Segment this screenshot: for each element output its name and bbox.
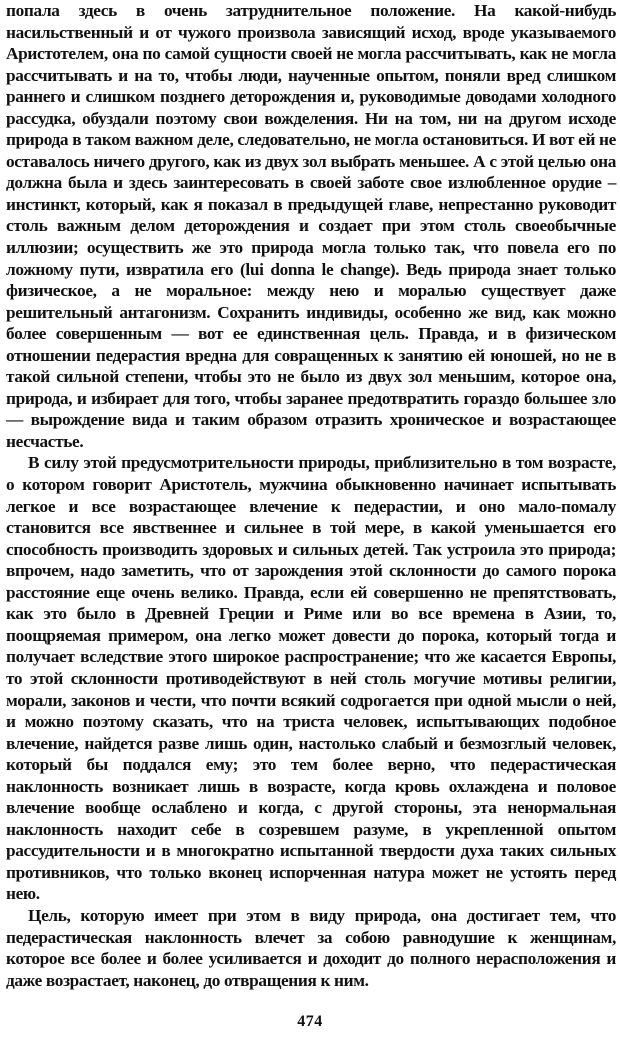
paragraph-continuation: попала здесь в очень затруднительное положение. На какой-нибудь насильственный и от чужого произвола зависящий исход, вроде указываемого Аристотелем, она по самой сущности своей не могла рассчитывать, как не могла рассчитывать и на то, чтобы люди, наученные опытом, поняли вред слишком раннего и слишком позднего деторождения и, руководимые доводами холодного рассудка, обуздали поэтому свои вожделения. Ни на том, ни на другом исходе природа в таком важном деле, следовательно, не могла остановиться. И вот ей не оставалось ничего другого, как из двух зол выбрать меньшее. А с этой целью она должна была и здесь заинтересовать в своей заботе свое излюбленное орудие – инстинкт, который, как я показал в предыдущей главе, непрестанно руководит столь важным делом деторождения и создает при этом столь своеобычные иллюзии; осуществить же это природа могла только так, что повела его по ложному пути, извратила его (lui donna le change). Ведь природа знает только физическое, а не моральное: между нею и моралью существует даже решительный антагонизм. Сохранить индивиды, особенно же вид, как можно более совершенным — вот ее единственная цель. Правда, и в физическом отношении педерастия вредна для совращенных к занятию ей юношей, но не в такой сильной степени, чтобы это не было из двух зол меньшим, которое она, природа, и избирает для того, чтобы заранее предотвратить гораздо большее зло — вырождение вида и таким образом отразить хроническое и возрастающее несчастье.	[6, 1, 616, 451]
paragraph: В силу этой предусмотрительности природы, приблизительно в том возрасте, о котором говорит Аристотель, мужчина обыкновенно начинает испытывать легкое и все возрастающее влечение к педерастии, и оно мало-помалу становится все явственнее и сильнее в той мере, в какой уменьшается его способность производить здоровых и сильных детей. Так устроила это природа; впрочем, надо заметить, что от зарождения этой склонности до самого порока расстояние еще очень велико. Правда, если ей совершенно не препятствовать, как это было в Древней Греции и Риме или во все времена в Азии, то, поощряемая примером, она легко может довести до порока, который тогда и получает вследствие этого широкое распространение; что же касается Европы, то этой склонности противодействуют в ней столь могучие мотивы религии, морали, законов и чести, что почти всякий содрогается при одной мысли о ней, и можно поэтому сказать, что на триста человек, испытывающих подобное влечение, найдется разве лишь один, настолько слабый и безмозглый человек, который бы поддался ему; это тем более верно, что педерастическая наклонность возникает лишь в возрасте, когда кровь охлаждена и половое влечение вообще ослаблено и когда, с другой стороны, эта ненормальная наклонность находит себе в созревшем разуме, в укрепленной опытом рассудительности и в многократно испытанной твердости духа таких сильных противников, что только вконец испорченная натура может не устоять перед нею.	[6, 453, 616, 904]
text-body	[6, 0, 616, 991]
paragraph: Цель, которую имеет при этом в виду природа, она достигает тем, что педерастическая наклонность влечет за собою равнодушие к женщинам, которое все более и более усиливается и доходит до полного нерасположения и даже возрастает, наконец, до отвращения к ним.	[6, 905, 616, 990]
page-number: 474	[297, 1013, 323, 1030]
